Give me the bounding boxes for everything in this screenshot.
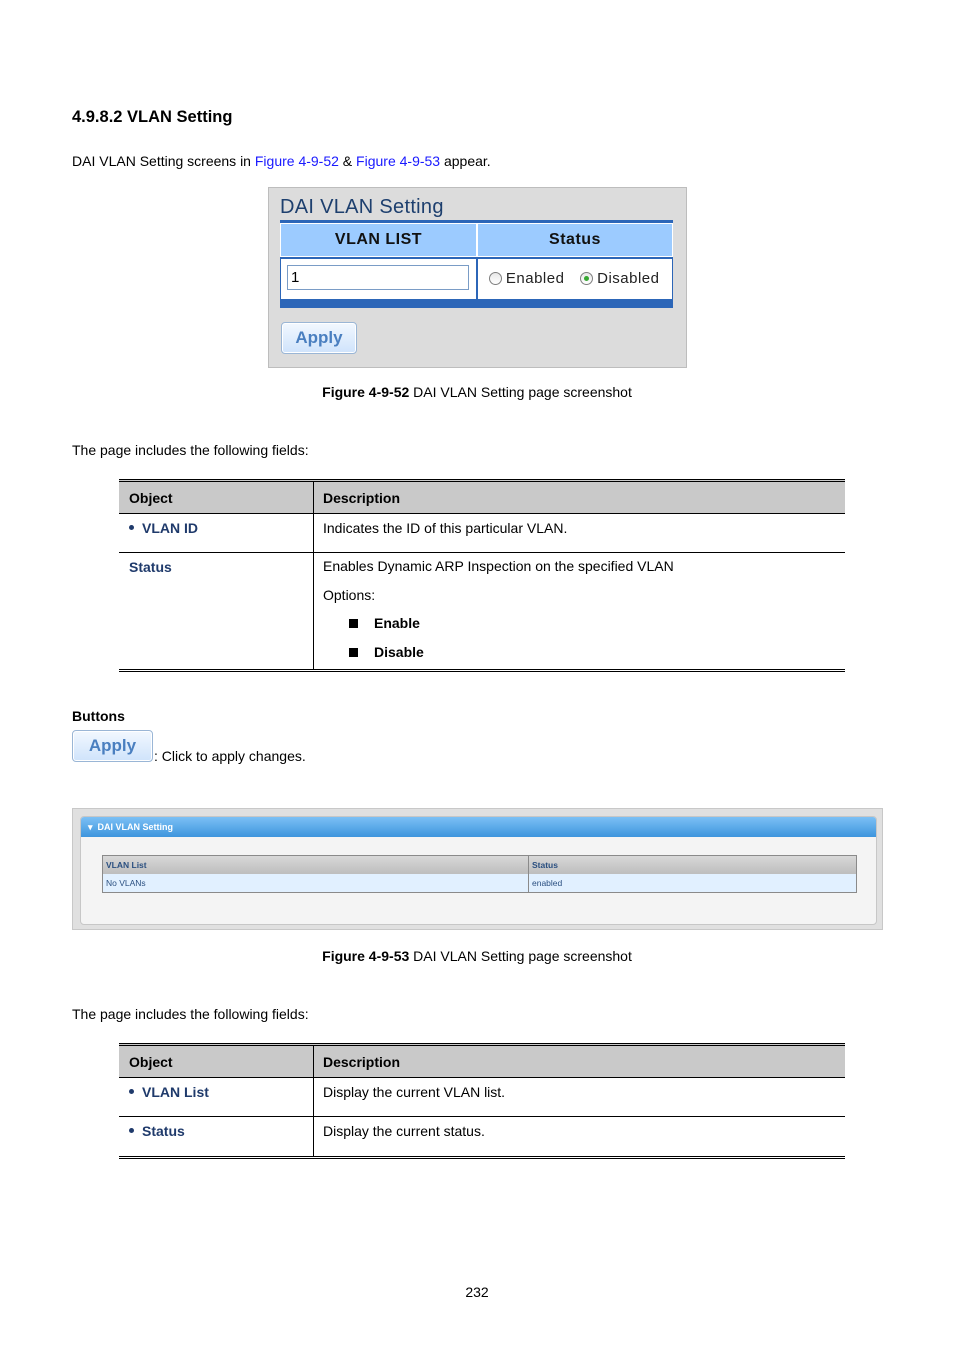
figure-title: DAI VLAN Setting bbox=[280, 196, 444, 218]
object-vlan-id: VLAN ID bbox=[142, 520, 198, 536]
header-vlan-list: VLAN List bbox=[103, 856, 529, 874]
figure-4-9-53-caption bbox=[0, 948, 954, 964]
figure-4-9-53-link[interactable]: Figure 4-9-53 bbox=[356, 153, 441, 169]
table-row bbox=[119, 1078, 845, 1117]
dai-vlan-setting-figure bbox=[268, 187, 687, 368]
fields-intro: The page includes the following fields: bbox=[72, 1006, 309, 1022]
dai-vlan-status-figure bbox=[72, 808, 883, 930]
caption-label: Figure 4-9-52 bbox=[322, 384, 410, 400]
intro-paragraph bbox=[72, 153, 491, 169]
fields-table-2 bbox=[119, 1043, 845, 1159]
description-vlan-id: Indicates the ID of this particular VLAN. bbox=[313, 514, 845, 552]
vlan-setting-table bbox=[280, 220, 673, 308]
object-vlan-list: VLAN List bbox=[142, 1084, 209, 1100]
status-header: Status bbox=[477, 223, 673, 257]
table-row bbox=[119, 514, 845, 553]
options-label: Options: bbox=[323, 587, 376, 603]
disabled-radio[interactable] bbox=[580, 272, 593, 285]
table-header bbox=[119, 1043, 845, 1078]
caption-text: DAI VLAN Setting page screenshot bbox=[409, 948, 632, 964]
table-header bbox=[103, 856, 856, 874]
panel bbox=[80, 816, 877, 925]
header-object: Object bbox=[129, 1053, 173, 1070]
description-vlan-list: Display the current VLAN list. bbox=[313, 1078, 845, 1116]
intro-amp: & bbox=[338, 153, 357, 169]
status-cell bbox=[478, 259, 672, 299]
intro-suffix: appear. bbox=[440, 153, 491, 169]
header-object: Object bbox=[129, 489, 173, 506]
vlan-list-cell bbox=[281, 259, 476, 299]
enabled-radio-label: Enabled bbox=[505, 270, 565, 287]
figure-4-9-52-caption bbox=[0, 384, 954, 400]
option-enable: Enable bbox=[374, 615, 420, 631]
vlan-list-input[interactable]: 1 bbox=[287, 265, 469, 290]
page-number: 232 bbox=[465, 1284, 489, 1300]
apply-description: : Click to apply changes. bbox=[154, 748, 306, 764]
panel-title-bar[interactable] bbox=[81, 817, 876, 837]
table-header bbox=[119, 479, 845, 514]
vlan-list-header: VLAN LIST bbox=[280, 223, 477, 257]
object-status: Status bbox=[142, 1123, 185, 1139]
collapse-icon[interactable]: ▾ bbox=[88, 822, 93, 832]
apply-button-sample[interactable]: Apply bbox=[72, 730, 153, 762]
enabled-radio[interactable] bbox=[489, 272, 502, 285]
figure-4-9-52-link[interactable]: Figure 4-9-52 bbox=[254, 153, 339, 169]
header-description: Description bbox=[313, 482, 845, 513]
intro-prefix: DAI VLAN Setting screens in bbox=[72, 153, 255, 169]
object-status: Status bbox=[129, 559, 172, 575]
apply-button[interactable]: Apply bbox=[281, 322, 357, 354]
buttons-heading: Buttons bbox=[72, 708, 125, 724]
square-bullet-icon bbox=[349, 648, 358, 657]
cell-status: enabled bbox=[532, 878, 563, 888]
square-bullet-icon bbox=[349, 619, 358, 628]
fields-intro: The page includes the following fields: bbox=[72, 442, 309, 458]
caption-text: DAI VLAN Setting page screenshot bbox=[409, 384, 632, 400]
bullet-icon bbox=[129, 1089, 134, 1094]
description-status: Enables Dynamic ARP Inspection on the specified VLAN bbox=[323, 558, 674, 574]
vlan-status-table bbox=[102, 855, 857, 893]
cell-vlan: No VLANs bbox=[103, 874, 529, 892]
table-row bbox=[119, 553, 845, 672]
option-disable: Disable bbox=[374, 644, 424, 660]
header-description: Description bbox=[313, 1046, 845, 1077]
section-heading: 4.9.8.2 VLAN Setting bbox=[72, 108, 233, 126]
header-status: Status bbox=[532, 860, 558, 870]
description-status: Display the current status. bbox=[313, 1117, 845, 1156]
table-row bbox=[103, 874, 856, 892]
fields-table-1 bbox=[119, 479, 845, 672]
caption-label: Figure 4-9-53 bbox=[322, 948, 410, 964]
panel-title: DAI VLAN Setting bbox=[97, 822, 174, 832]
table-row bbox=[119, 1117, 845, 1159]
bullet-icon bbox=[129, 1128, 134, 1133]
bullet-icon bbox=[129, 525, 134, 530]
disabled-radio-label: Disabled bbox=[597, 270, 660, 287]
